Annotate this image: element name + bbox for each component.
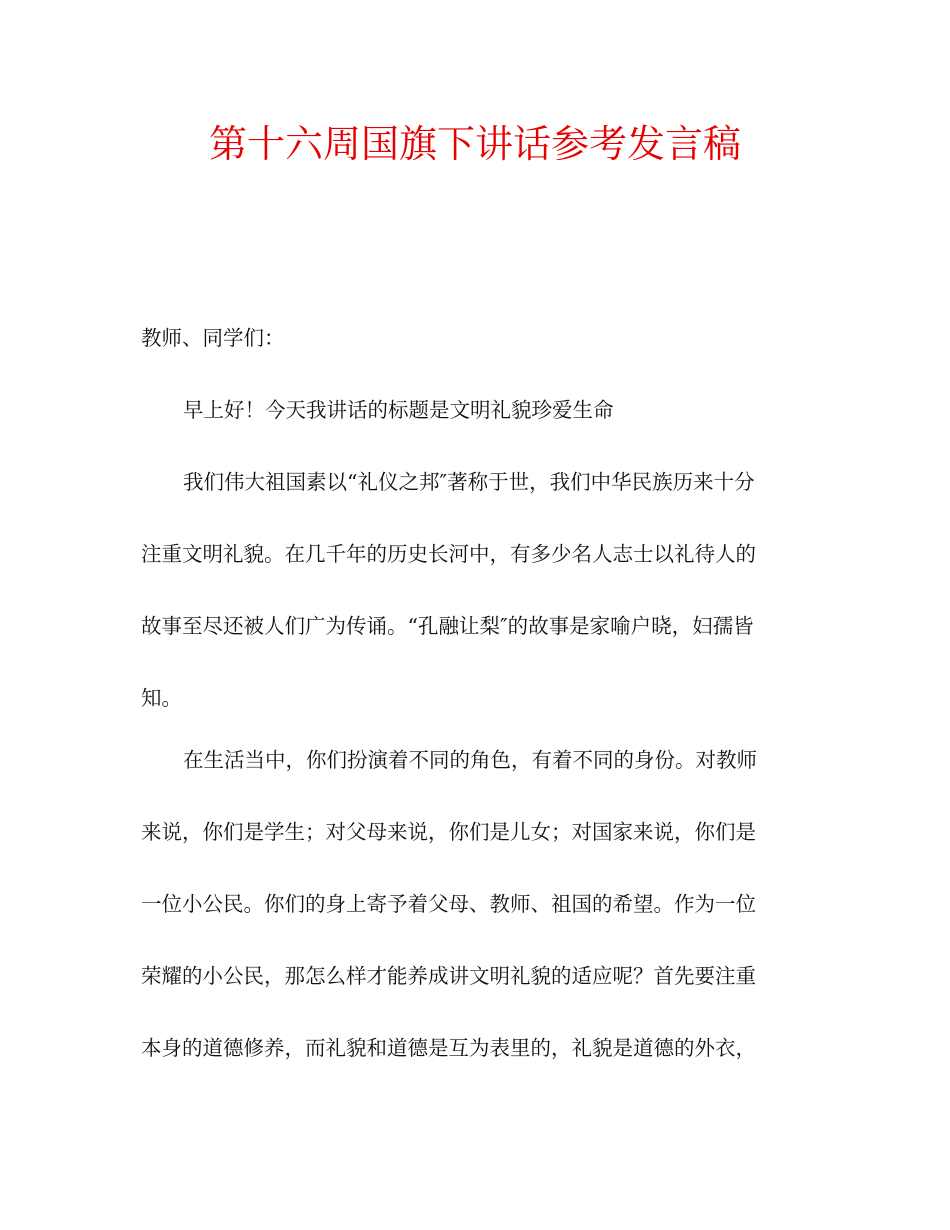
paragraph-3-line-3: 一位小公民。你们的身上寄予着父母、教师、祖国的希望。作为一位	[141, 892, 756, 916]
document-title: 第十六周国旗下讲话参考发言稿	[208, 122, 741, 166]
paragraph-3-line-5: 本身的道德修养，而礼貌和道德是互为表里的，礼貌是道德的外衣，	[141, 1036, 756, 1060]
paragraph-2-line-3: 故事至尽还被人们广为传诵。“孔融让梨″的故事是家喻户晓，妇孺皆	[141, 614, 754, 638]
salutation: 教师、同学们：	[141, 326, 285, 350]
paragraph-3-line-4: 荣耀的小公民，那怎么样才能养成讲文明礼貌的适应呢？首先要注重	[141, 964, 756, 988]
paragraph-2-line-4: 知。	[141, 686, 182, 710]
paragraph-3-line-2: 来说，你们是学生；对父母来说，你们是儿女；对国家来说，你们是	[141, 820, 756, 844]
paragraph-3	[141, 740, 807, 1076]
paragraph-2	[141, 462, 807, 708]
paragraph-2-line-1: 我们伟大祖国素以“礼仪之邦″著称于世，我们中华民族历来十分	[183, 470, 755, 494]
paragraph-3-line-1: 在生活当中，你们扮演着不同的角色，有着不同的身份。对教师	[183, 748, 757, 772]
paragraph-2-line-2: 注重文明礼貌。在几千年的历史长河中，有多少名人志士以礼待人的	[141, 542, 756, 566]
paragraph-1-line-1: 早上好！今天我讲话的标题是文明礼貌珍爱生命	[183, 398, 614, 422]
document-body	[141, 318, 807, 1076]
